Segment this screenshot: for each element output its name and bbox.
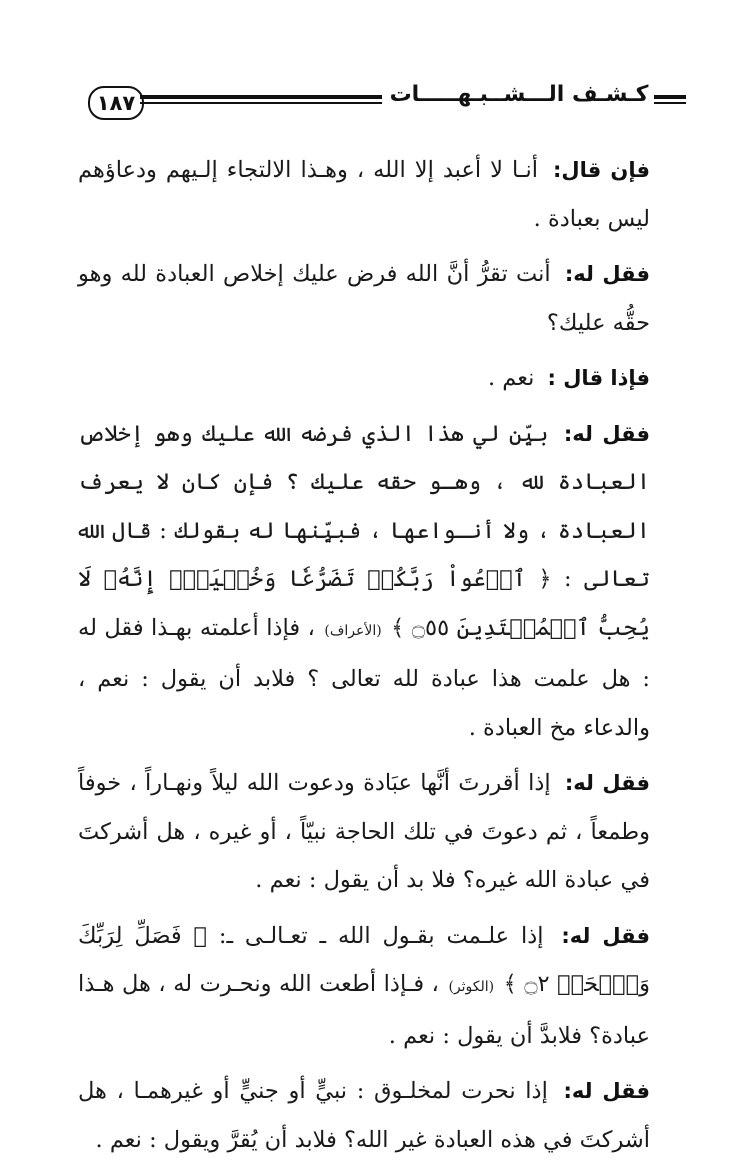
paragraph-4 — [78, 410, 684, 753]
paragraph-text-continued: ، فإذا أعلمته بهـذا فقل له : هل علمت هذا عبادة لله تعالى ؟ فلابد أن يقول : نعم ، والدعاء مخ العبادة . — [78, 614, 650, 741]
paragraph-2 — [78, 250, 684, 347]
paragraph-text-continued: ، فـإذا أطعت الله ونحـرت له ، هل هـذا عبادة؟ فلابدَّ أن يقول : نعم . — [78, 971, 650, 1049]
page-number: ١٨٧ — [96, 91, 136, 115]
paragraph-3 — [78, 354, 684, 403]
paragraph-lead: فقل له: — [564, 771, 650, 795]
header-rule-right — [654, 94, 686, 108]
paragraph-1 — [78, 146, 684, 243]
page-body — [78, 146, 684, 1171]
paragraph-5 — [78, 759, 684, 905]
surah-citation: (الكوثر) — [448, 979, 495, 995]
paragraph-text: إذا نحرت لمخلـوق : نبيٍّ أو جنيٍّ أو غيرهمـا ، هل أشركتَ في هذه العبادة غير الله؟ فلابد أن يُقرَّ ويقول : نعم . — [78, 1078, 650, 1153]
paragraph-lead: فقل له: — [564, 262, 650, 286]
paragraph-lead: فإن قال: — [553, 158, 650, 182]
paragraph-lead: فإذا قال : — [547, 366, 650, 390]
header-rule-left — [140, 94, 382, 108]
paragraph-lead: فقل له: — [561, 923, 650, 948]
paragraph-6 — [78, 912, 684, 1061]
paragraph-lead: فقل له: — [563, 1079, 650, 1103]
paragraph-text: أنت تقرُّ أنَّ الله فرض عليك إخلاص العبادة لله وهو حقُّه عليك؟ — [78, 261, 650, 336]
paragraph-lead: فقل له: — [563, 421, 650, 446]
paragraph-text: أنـا لا أعبد إلا الله ، وهـذا الالتجاء إلـيهم ودعاؤهم ليس بعبادة . — [78, 157, 650, 232]
running-header-title: كـشـف الـــشــبـهـــــات — [389, 82, 649, 107]
page-number-badge — [88, 86, 144, 120]
paragraph-text: بيِّن لي هذا الذي فرضه الله عليك وهو إخلاص العبادة لله ، وهـو حقه عليك ؟ فإن كان لا يعرف العبادة ، ولا أنـواعها ، فبيِّنها له بقولك : قال الله تعالى : ﴿ ٱدۡعُواْ رَبَّكُمۡ تَضَرُّعٗا وَخُفۡيَةًۚ إِنَّهُۥ لَا يُحِبُّ ٱلۡمُعۡتَدِينَ ۝٥٥ ﴾ — [78, 420, 650, 641]
page-header — [88, 80, 686, 120]
surah-citation: (الأعراف) — [324, 622, 382, 639]
paragraph-text: إذا علـمت بقـول الله ـ تعـالـى ـ: ﴿ فَصَلِّ لِرَبِّكَ وَٱنۡحَرۡ ۝٢ ﴾ — [78, 922, 651, 997]
paragraph-text: نعم . — [487, 365, 535, 391]
paragraph-7 — [78, 1067, 684, 1164]
paragraph-text: إذا أقررتَ أنَّها عبَادة ودعوت الله ليلاً ونهـاراً ، خوفاً وطمعاً ، ثم دعوتَ في تلك الحاجة نبيّاً ، أو غيره ، هل أشركتَ في عبادة الله غيره؟ فلا بد أن يقول : نعم . — [78, 770, 650, 893]
